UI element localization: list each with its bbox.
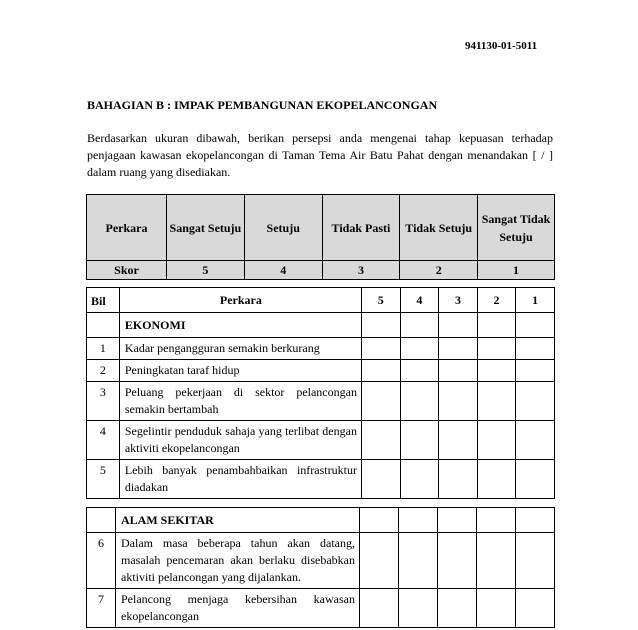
answer-cell-1[interactable]: [516, 421, 555, 460]
answer-cell-1[interactable]: [516, 360, 555, 382]
group-title-ekonomi: EKONOMI: [119, 313, 361, 338]
col-bil: Bil: [87, 288, 120, 313]
col-score: 2: [477, 288, 516, 313]
score-value: 2: [400, 261, 478, 280]
question-number: 6: [87, 533, 116, 589]
answer-cell-5[interactable]: [361, 421, 400, 460]
answer-cell-3[interactable]: [439, 338, 478, 360]
answer-cell-5[interactable]: [360, 533, 399, 589]
col-perkara: Perkara: [119, 288, 361, 313]
answer-cell-3[interactable]: [438, 533, 477, 589]
score-value: 4: [244, 261, 322, 280]
answer-cell-2[interactable]: [477, 338, 516, 360]
scale-header-tidak-setuju: Tidak Setuju: [400, 195, 478, 261]
question-number: 3: [87, 382, 120, 421]
question-number: 5: [87, 460, 120, 499]
question-row: [87, 589, 555, 628]
answer-cell-4[interactable]: [400, 382, 439, 421]
answer-cell-5[interactable]: [361, 382, 400, 421]
question-number: 2: [87, 360, 120, 382]
answer-cell-2[interactable]: [477, 533, 516, 589]
answer-cell-4[interactable]: [399, 533, 438, 589]
answer-cell-2[interactable]: [477, 589, 516, 628]
scale-table: [86, 194, 555, 280]
question-row: [87, 460, 555, 499]
answer-cell-3[interactable]: [439, 460, 478, 499]
answer-cell-2[interactable]: [477, 360, 516, 382]
answer-cell-4[interactable]: [400, 360, 439, 382]
question-number: 7: [87, 589, 116, 628]
answer-cell-4[interactable]: [400, 460, 439, 499]
question-text: Pelancong menjaga kebersihan kawasan ekopelancongan: [116, 589, 360, 628]
question-number: 4: [87, 421, 120, 460]
answer-cell-4[interactable]: [400, 421, 439, 460]
score-value: 5: [166, 261, 244, 280]
col-score: 1: [516, 288, 555, 313]
col-score: 5: [361, 288, 400, 313]
group-title-alam-sekitar: ALAM SEKITAR: [116, 508, 360, 533]
answer-cell-3[interactable]: [439, 360, 478, 382]
answer-cell-3[interactable]: [439, 421, 478, 460]
col-score: 4: [400, 288, 439, 313]
question-row: [87, 533, 555, 589]
col-score: 3: [439, 288, 478, 313]
question-text: Peluang pekerjaan di sektor pelancongan semakin bertambah: [119, 382, 361, 421]
question-text: Segelintir penduduk sahaja yang terlibat dengan aktiviti ekopelancongan: [119, 421, 361, 460]
answer-cell-4[interactable]: [399, 589, 438, 628]
answer-cell-1[interactable]: [516, 533, 555, 589]
answer-cell-1[interactable]: [516, 589, 555, 628]
answer-cell-5[interactable]: [361, 338, 400, 360]
question-row: [87, 382, 555, 421]
answer-cell-1[interactable]: [516, 460, 555, 499]
score-label: Skor: [87, 261, 167, 280]
answer-cell-5[interactable]: [361, 360, 400, 382]
answer-cell-1[interactable]: [516, 338, 555, 360]
question-text: Dalam masa beberapa tahun akan datang, masalah pencemaran akan berlaku disebabkan aktiviti pelancongan yang dijalankan.: [116, 533, 360, 589]
question-row: [87, 360, 555, 382]
instructions: Berdasarkan ukuran dibawah, berikan persepsi anda mengenai tahap kepuasan terhadap penjagaan kawasan ekopelancongan di Taman Tema Air Batu Pahat dengan menandakan [ / ] dalam ruang yang disediakan.: [87, 131, 553, 179]
question-text: Lebih banyak penambahbaikan infrastruktur diadakan: [119, 460, 361, 499]
scale-header-perkara: Perkara: [87, 195, 167, 261]
question-row: [87, 338, 555, 360]
answer-cell-3[interactable]: [439, 382, 478, 421]
scale-header-sangat-setuju: Sangat Setuju: [166, 195, 244, 261]
scale-header-setuju: Setuju: [244, 195, 322, 261]
ekonomi-table: [86, 287, 555, 499]
answer-cell-4[interactable]: [400, 338, 439, 360]
question-row: [87, 421, 555, 460]
answer-cell-1[interactable]: [516, 382, 555, 421]
question-number: 1: [87, 338, 120, 360]
score-value: 3: [322, 261, 400, 280]
section-title: BAHAGIAN B : IMPAK PEMBANGUNAN EKOPELANCONGAN: [87, 98, 438, 112]
answer-cell-3[interactable]: [438, 589, 477, 628]
question-text: Peningkatan taraf hidup: [119, 360, 361, 382]
answer-cell-2[interactable]: [477, 460, 516, 499]
answer-cell-5[interactable]: [361, 460, 400, 499]
alam-sekitar-table: [86, 507, 555, 628]
scale-header-sangat-tidak-setuju: Sangat Tidak Setuju: [478, 195, 555, 261]
answer-cell-5[interactable]: [360, 589, 399, 628]
question-text: Kadar pengangguran semakin berkurang: [119, 338, 361, 360]
score-value: 1: [478, 261, 555, 280]
student-id: 941130-01-5011: [465, 40, 538, 52]
answer-cell-2[interactable]: [477, 421, 516, 460]
answer-cell-2[interactable]: [477, 382, 516, 421]
scale-header-tidak-pasti: Tidak Pasti: [322, 195, 400, 261]
